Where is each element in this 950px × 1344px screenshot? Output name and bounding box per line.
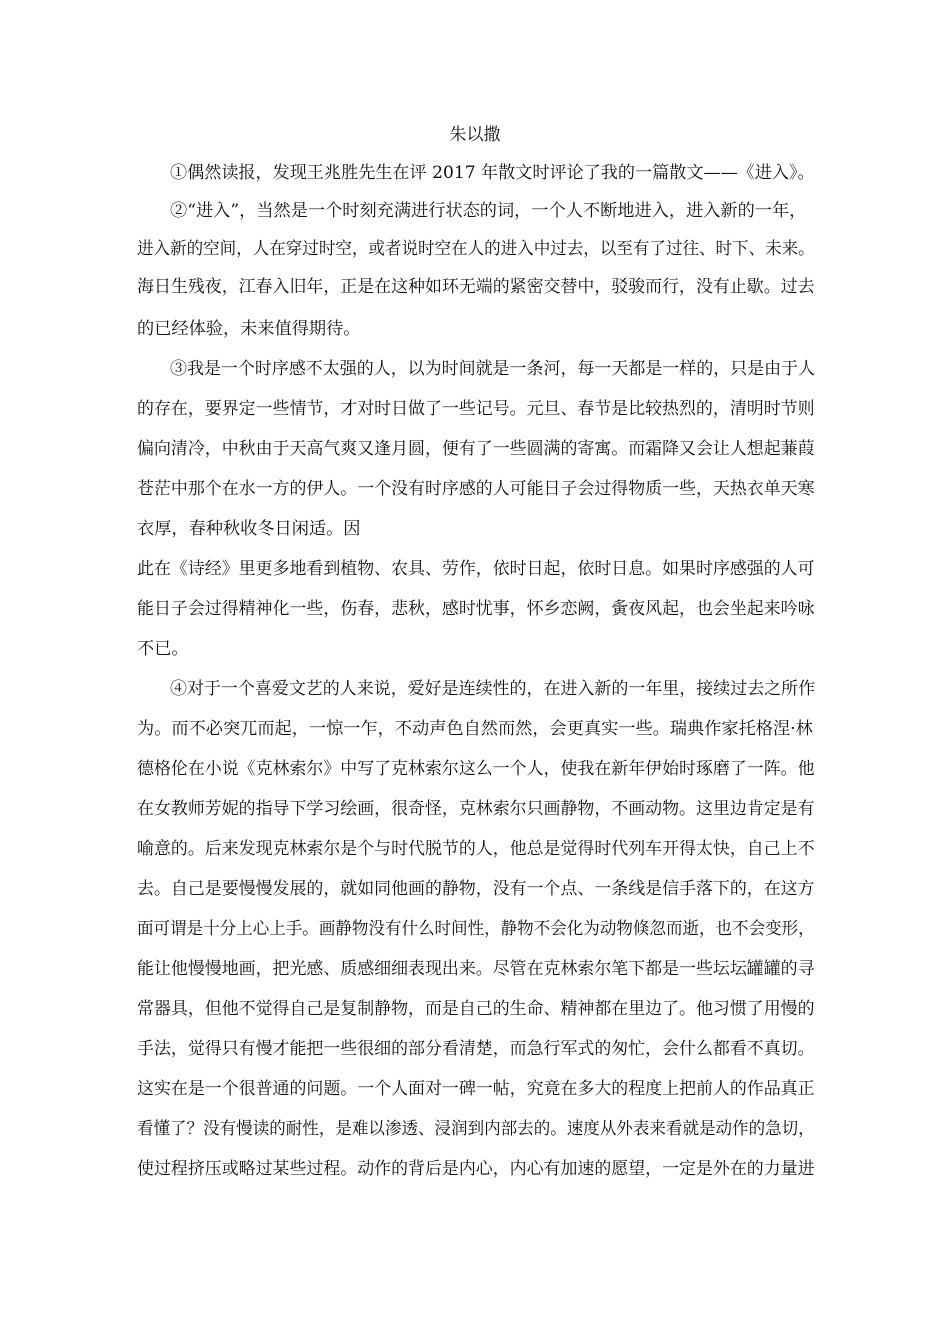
paragraph-4-line-7: 面可谓是十分上心上手。画静物没有什么时间性，静物不会化为动物倏忽而逝，也不会变形， (137, 919, 815, 939)
paragraph-4-line-2: 为。而不必突兀而起，一惊一乍，不动声色自然而然，会更真实一些。瑞典作家托格涅·林 (137, 719, 813, 739)
paragraph-3-line-7: 能日子会过得精神化一些，伤春，悲秋，感时忧事，怀乡恋阙，夤夜风起，也会坐起来吟咏 (137, 599, 815, 619)
paragraph-4-line-3: 德格伦在小说《克林索尔》中写了克林索尔这么一个人，使我在新年伊始时琢磨了一阵。他 (137, 759, 815, 779)
paragraph-3-line-8: 不已。 (137, 639, 189, 659)
paragraph-4-line-5: 喻意的。后来发现克林索尔是个与时代脱节的人，他总是觉得时代列车开得太快，自己上不 (137, 839, 815, 859)
paragraph-3-line-3: 偏向清冷，中秋由于天高气爽又逢月圆，便有了一些圆满的寄寓。而霜降又会让人想起蒹葭 (137, 439, 815, 459)
paragraph-4-line-1: ④对于一个喜爱文艺的人来说，爱好是连续性的，在进入新的一年里，接续过去之所作 (170, 679, 816, 699)
paragraph-4-line-8: 能让他慢慢地画，把光感、质感细细表现出来。尽管在克林索尔笔下都是一些坛坛罐罐的寻 (137, 959, 815, 979)
paragraph-4-line-6: 去。自己是要慢慢发展的，就如同他画的静物，没有一个点、一条线是信手落下的，在这方 (137, 879, 815, 899)
paragraph-3-line-5: 衣厚，春种秋收冬日闲适。因 (137, 519, 361, 539)
paragraph-2-line-1: ②“进入”，当然是一个时刻充满进行状态的词，一个人不断地进入，进入新的一年， (170, 201, 807, 221)
paragraph-4-line-9: 常器具，但他不觉得自己是复制静物，而是自己的生命、精神都在里边了。他习惯了用慢的 (137, 999, 815, 1019)
author-name: 朱以撒 (449, 125, 501, 145)
paragraph-4-line-13: 使过程挤压或略过某些过程。动作的背后是内心，内心有加速的愿望，一定是外在的力量进 (137, 1159, 815, 1179)
paragraph-2-line-4: 的已经体验，未来值得期待。 (137, 319, 361, 339)
paragraph-2-line-2: 进入新的空间，人在穿过时空，或者说时空在人的进入中过去，以至有了过往、时下、未来。 (137, 239, 815, 259)
paragraph-2-line-3: 海日生残夜，江春入旧年，正是在这种如环无端的紧密交替中，驳骏而行，没有止歇。过去 (137, 277, 815, 297)
paragraph-4-line-12: 看懂了？没有慢读的耐性，是难以渗透、浸润到内部去的。速度从外表来看就是动作的急切， (137, 1119, 815, 1139)
paragraph-3-line-2: 的存在，要界定一些情节，才对时日做了一些记号。元旦、春节是比较热烈的，清明时节则 (137, 399, 815, 419)
paragraph-4-line-4: 在女教师芳妮的指导下学习绘画，很奇怪，克林索尔只画静物，不画动物。这里边肯定是有 (137, 799, 815, 819)
paragraph-3-line-6: 此在《诗经》里更多地看到植物、农具、劳作，依时日起，依时日息。如果时序感强的人可 (137, 559, 815, 579)
paragraph-3-line-4: 苍茫中那个在水一方的伊人。一个没有时序感的人可能日子会过得物质一些，天热衣单天寒 (137, 479, 815, 499)
paragraph-4-line-10: 手法，觉得只有慢才能把一些很细的部分看清楚，而急行军式的匆忙，会什么都看不真切。 (137, 1039, 815, 1059)
paragraph-4-line-11: 这实在是一个很普通的问题。一个人面对一碑一帖，究竟在多大的程度上把前人的作品真正 (137, 1079, 815, 1099)
paragraph-1-line-1: ①偶然读报，发现王兆胜先生在评 2017 年散文时评论了我的一篇散文——《进入》。 (170, 163, 815, 183)
paragraph-3-line-1: ③我是一个时序感不太强的人，以为时间就是一条河，每一天都是一样的，只是由于人 (170, 359, 816, 379)
